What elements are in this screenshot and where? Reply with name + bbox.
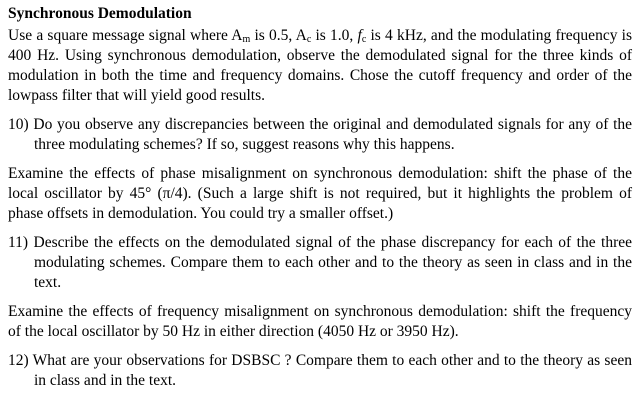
intro-text-2: is 0.5, A bbox=[250, 27, 307, 44]
frequency-misalignment-paragraph: Examine the effects of frequency misalignment on synchronous demodulation: shift the frequency of the local oscillator by 50 Hz in either direction (4050 Hz or 3950 Hz). bbox=[8, 303, 632, 340]
question-10 bbox=[8, 115, 632, 155]
question-text: Describe the effects on the demodulated signal of the phase discrepancy for each of the three modulating schemes. Compare them to each other and to the theory as seen in class and in the text. bbox=[33, 234, 632, 291]
question-11 bbox=[8, 233, 632, 293]
intro-paragraph bbox=[8, 26, 632, 106]
question-number: 10) bbox=[8, 116, 29, 133]
intro-text-4: is 4 kHz, and the modulating frequency is 400 Hz. Using synchronous demodulation, observe the demodulated signal for the three kinds of modulation in both the time and frequency domains. Chose the cutoff frequency and order of the lowpass filter that will yield good results. bbox=[8, 27, 632, 104]
carrier-frequency-symbol: f bbox=[357, 27, 362, 44]
intro-text-1: Use a square message signal where A bbox=[8, 27, 243, 44]
carrier-frequency-subscript: c bbox=[361, 34, 367, 45]
document-page bbox=[8, 4, 632, 391]
phase-misalignment-paragraph: Examine the effects of phase misalignment on synchronous demodulation: shift the phase of the local oscillator by 45° (π/4). (Such a large shift is not required, but it highlights the problem of phase offsets in demodulation. You could try a smaller offset.) bbox=[8, 165, 632, 222]
amplitude-m-subscript: m bbox=[242, 34, 251, 45]
question-number: 11) bbox=[8, 234, 29, 251]
intro-text-3: is 1.0, bbox=[311, 27, 358, 44]
amplitude-c-subscript: c bbox=[306, 34, 312, 45]
question-text: What are your observations for DSBSC ? Compare them to each other and to the theory as seen in class and in the text. bbox=[32, 352, 632, 389]
section-title: Synchronous Demodulation bbox=[8, 5, 192, 22]
question-number: 12) bbox=[8, 352, 29, 369]
question-text: Do you observe any discrepancies between the original and demodulated signals for any of the three modulating schemes? If so, suggest reasons why this happens. bbox=[33, 116, 633, 153]
question-12 bbox=[8, 351, 632, 391]
